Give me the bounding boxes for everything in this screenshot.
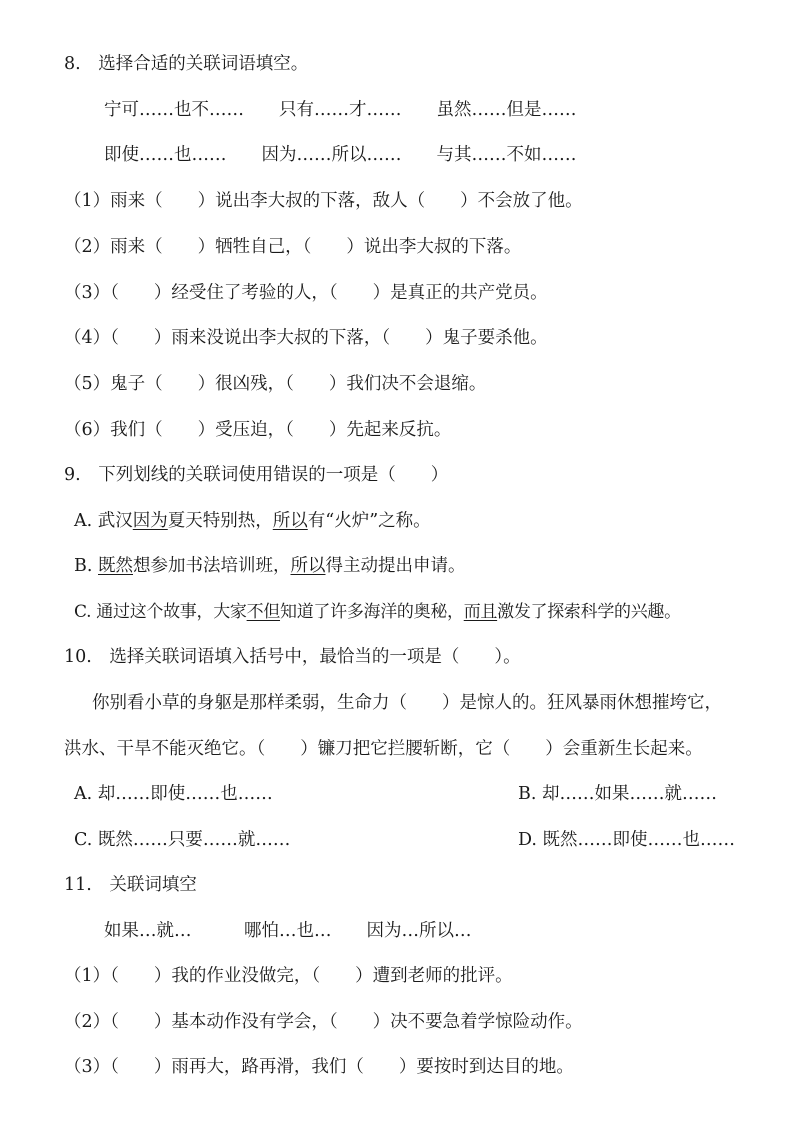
- q9-option-b: [74, 554, 466, 578]
- q9-a-text1: A. 武汉: [74, 511, 133, 531]
- q10-paragraph-line1: 你别看小草的身躯是那样柔弱，生命力（ ）是惊人的。狂风暴雨休想摧垮它，: [92, 693, 722, 713]
- q9-b-text3: 得主动提出申请。: [325, 556, 466, 576]
- q8-item-4: （4）（ ）雨来没说出李大叔的下落，（ ）鬼子要杀他。: [64, 328, 548, 348]
- q11-options: 如果…就… 哪怕…也… 因为…所以…: [104, 921, 472, 941]
- q9-a-text3: 有“火炉”之称。: [307, 511, 431, 531]
- q9-option-c: [74, 600, 681, 624]
- q11-item-2: （2）（ ）基本动作没有学会，（ ）决不要急着学惊险动作。: [64, 1012, 583, 1032]
- q8-item-1: （1）雨来（ ）说出李大叔的下落，敌人（ ）不会放了他。: [64, 191, 583, 211]
- q8-options-row1: 宁可……也不…… 只有……才…… 虽然……但是……: [104, 100, 577, 120]
- q8-item-6: （6）我们（ ）受压迫，（ ）先起来反抗。: [64, 420, 452, 440]
- q9-title: 9. 下列划线的关联词使用错误的一项是（ ）: [64, 465, 449, 485]
- q9-a-underlined2: 所以: [272, 511, 308, 531]
- q9-b-text1: B.: [74, 556, 98, 576]
- q10-title: 10. 选择关联词语填入括号中，最恰当的一项是（ ）。: [64, 647, 521, 667]
- q11-title: 11. 关联词填空: [64, 875, 197, 895]
- q10-option-d: D. 既然……即使……也……: [518, 830, 736, 850]
- q9-a-underlined1: 因为: [132, 511, 168, 531]
- q9-b-underlined2: 所以: [290, 556, 326, 576]
- q9-b-text2: 想参加书法培训班，: [133, 556, 291, 576]
- q9-c-underlined2: 而且: [463, 602, 498, 622]
- q8-item-2: （2）雨来（ ）牺牲自己，（ ）说出李大叔的下落。: [64, 237, 522, 257]
- q10-option-b: B. 却……如果……就……: [518, 784, 717, 804]
- q9-c-underlined1: 不但: [246, 602, 281, 622]
- q11-item-3: （3）（ ）雨再大，路再滑，我们（ ）要按时到达目的地。: [64, 1057, 574, 1077]
- q9-b-underlined1: 既然: [98, 556, 133, 576]
- q8-options-row2: 即使……也…… 因为……所以…… 与其……不如……: [104, 145, 577, 165]
- q10-option-c: C. 既然……只要……就……: [74, 830, 291, 850]
- q11-item-1: （1）（ ）我的作业没做完，（ ）遭到老师的批评。: [64, 966, 513, 986]
- q9-c-text2: 知道了许多海洋的奥秘，: [280, 602, 464, 622]
- q8-title: 8. 选择合适的关联词语填空。: [64, 54, 309, 74]
- q9-c-text3: 激发了探索科学的兴趣。: [497, 602, 681, 622]
- q9-a-text2: 夏天特别热，: [167, 511, 273, 531]
- q8-item-5: （5）鬼子（ ）很凶残，（ ）我们决不会退缩。: [64, 374, 487, 394]
- q10-paragraph-line2: 洪水、干旱不能灭绝它。（ ）镰刀把它拦腰斩断，它（ ）会重新生长起来。: [64, 739, 703, 759]
- q9-c-text1: C. 通过这个故事，大家: [74, 602, 247, 622]
- q9-option-a: [74, 509, 431, 533]
- q8-item-3: （3）（ ）经受住了考验的人，（ ）是真正的共产党员。: [64, 283, 548, 303]
- q10-option-a: A. 却……即使……也……: [74, 784, 273, 804]
